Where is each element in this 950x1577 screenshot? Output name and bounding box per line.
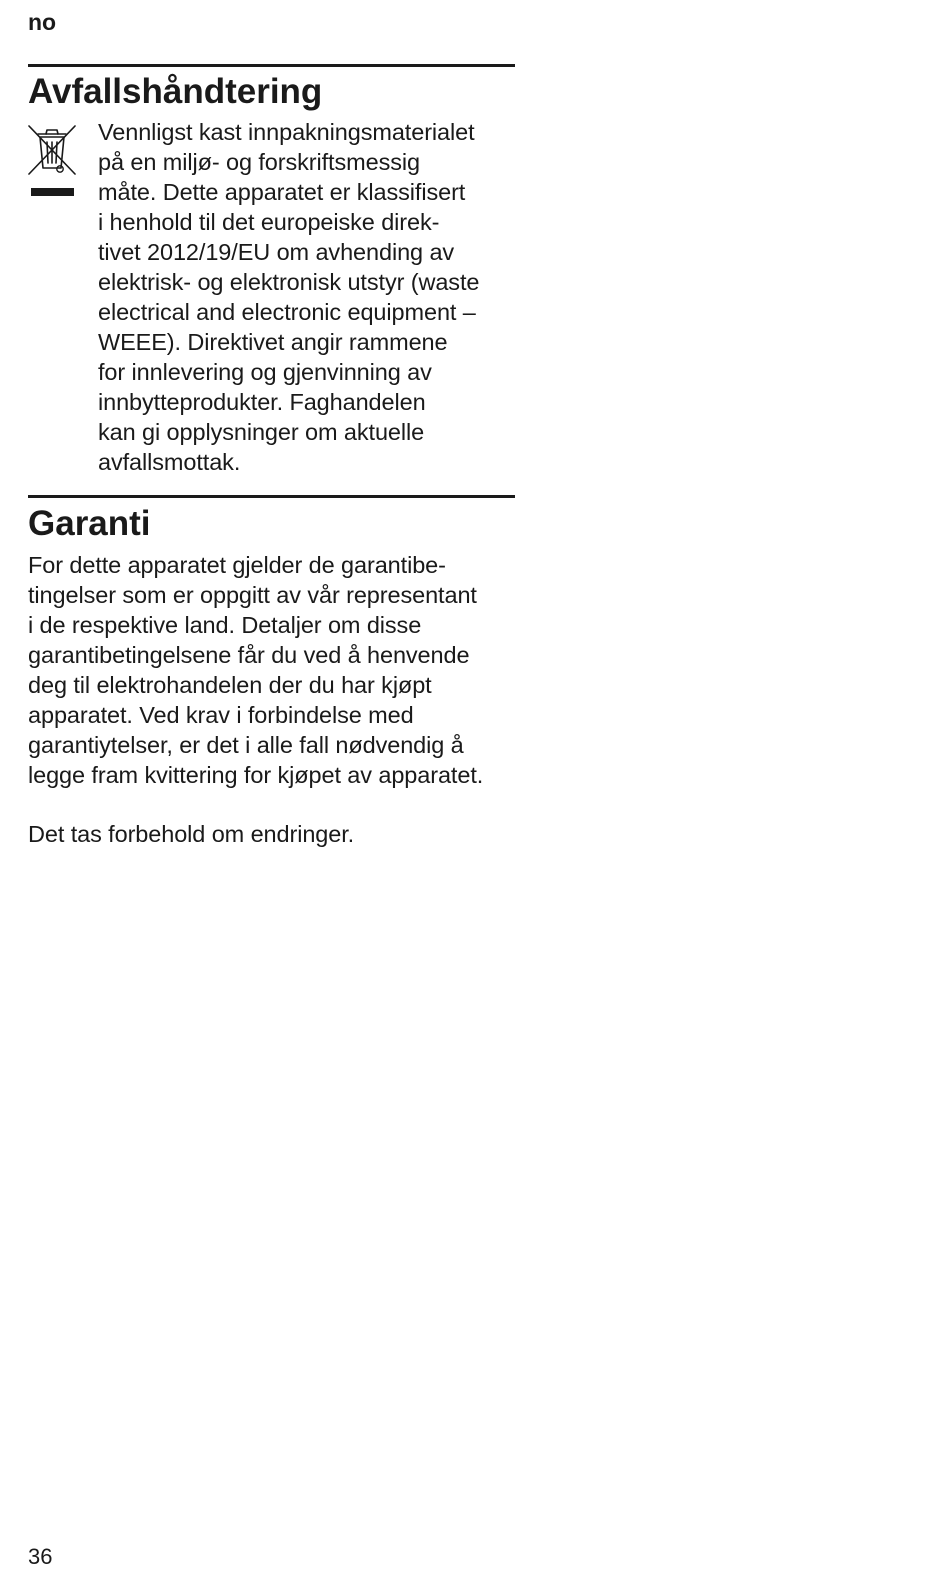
change-reservation-note <box>28 819 354 849</box>
text-line: for innlevering og gjenvinning av <box>98 359 432 385</box>
text-line: garantiytelser, er det i alle fall nødvendig å <box>28 732 464 758</box>
text-line: Vennligst kast innpakningsmaterialet <box>98 119 475 145</box>
text-line: tivet 2012/19/EU om avhending av <box>98 239 455 265</box>
text-line: WEEE). Direktivet angir rammene <box>98 329 448 355</box>
text-line: legge fram kvittering for kjøpet av apparatet. <box>28 762 484 788</box>
section-divider <box>28 495 515 498</box>
page-number: 36 <box>28 1544 53 1569</box>
text-line: garantibetingelsene får du ved å henvende <box>28 642 470 668</box>
section-divider <box>28 64 515 67</box>
text-line: Det tas forbehold om endringer. <box>28 821 355 847</box>
warranty-heading: Garanti <box>28 504 151 543</box>
text-line: på en miljø- og forskriftsmessig <box>98 149 420 175</box>
disposal-text <box>98 117 479 477</box>
text-line: apparatet. Ved krav i forbindelse med <box>28 702 414 728</box>
text-line: electrical and electronic equipment – <box>98 299 476 325</box>
text-line: tingelser som er oppgitt av vår representant <box>28 582 477 608</box>
text-line: elektrisk- og elektronisk utstyr (waste <box>98 269 480 295</box>
text-line: i de respektive land. Detaljer om disse <box>28 612 422 638</box>
text-line: avfallsmottak. <box>98 449 241 475</box>
text-line: deg til elektrohandelen der du har kjøpt <box>28 672 432 698</box>
text-line: måte. Dette apparatet er klassifisert <box>98 179 466 205</box>
text-line: innbytteprodukter. Faghandelen <box>98 389 426 415</box>
text-line: i henhold til det europeiske direk- <box>98 209 440 235</box>
crossed-out-wheelie-bin-icon <box>26 123 78 201</box>
text-line: kan gi opplysninger om aktuelle <box>98 419 425 445</box>
warranty-text <box>28 550 483 790</box>
text-line: For dette apparatet gjelder de garantibe- <box>28 552 446 578</box>
disposal-heading: Avfallshåndtering <box>28 72 323 111</box>
language-code: no <box>28 9 57 35</box>
